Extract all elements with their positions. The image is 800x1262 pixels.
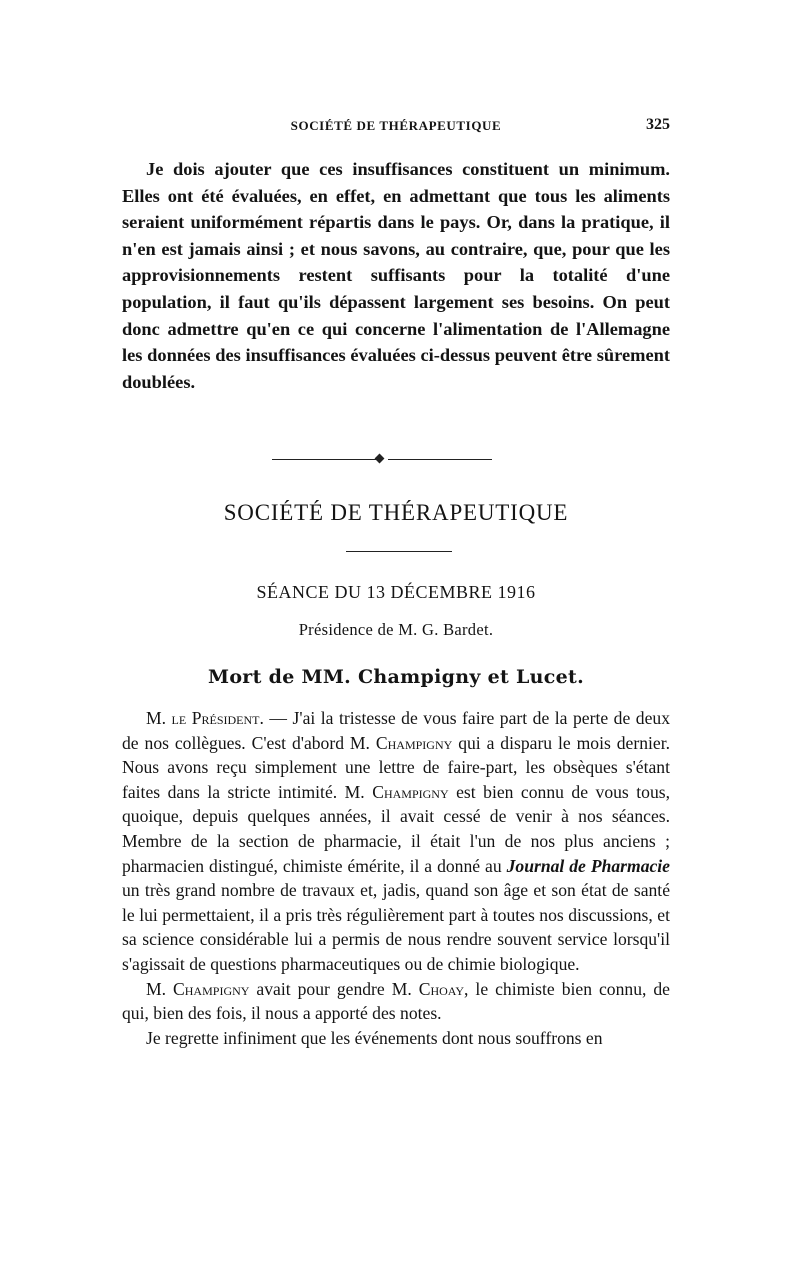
article-heading: Mort de MM. Champigny et Lucet. [208,666,584,688]
person-name: Champigny [372,781,449,802]
body-text: un très grand nombre de travaux et, jadis, quand son âge et son état de santé le lui permettaient, il a pris très régulièrement part à toutes nos discussions, et sa science considérable lui a permis de nous rendre souvent service lorsqu'il s'agissait de questions pharmaceutiques ou de chimie biologique. [122,880,670,974]
body-paragraph-1 [122,706,670,977]
body-text: — J'ai la tristesse de vous faire part de la perte de deux de nos collègues. C'est d'abord M. [122,708,670,753]
intro-paragraph-block [122,156,670,395]
person-name: Champigny [375,732,453,753]
body-text: est bien connu de vous tous, quoique, depuis quelques années, il avait cessé de venir à nos séances. Membre de la section de pharmacie, il était l'un de nos plus anciens ; pharmacien distingué, chimiste émérite, il a donné au [122,781,670,876]
seance-date: SÉANCE DU 13 DÉCEMBRE 1916 [256,582,536,602]
journal-title: Journal de Pharmacie [506,855,670,876]
title-rule [346,551,452,552]
body-text: , le chimiste bien connu, de qui, bien des fois, il nous a apporté des notes. [122,978,670,1024]
body-paragraph-2 [122,977,670,1026]
body-text-block [122,706,670,1050]
person-name: Champigny [173,978,250,999]
body-paragraph-3: Je regrette infiniment que les événements dont nous souffrons en [146,1027,603,1048]
body-text: M. [146,978,174,999]
body-text: avait pour gendre M. [249,978,419,999]
running-header [122,118,670,140]
page-number: 325 [646,116,670,133]
body-text: qui a disparu le mois dernier. Nous avons reçu simplement une lettre de faire-part, les obsèques s'étant faites dans la stricte intimité. M. [122,732,670,802]
ornament-rule-left [272,459,378,460]
running-title: SOCIÉTÉ DE THÉRAPEUTIQUE [290,118,502,133]
ornament-diamond [375,454,385,464]
speaker-label: M. le Président. [146,708,264,728]
person-name: Choay [418,978,465,999]
ornament-rule-right [388,459,492,460]
intro-paragraph: Je dois ajouter que ces insuffisances constituent un minimum. Elles ont été évaluées, en effet, en admettant que tous les aliments seraient uniformément répartis dans le pays. Or, dans la pratique, il n'en est jamais ainsi ; et nous savons, au contraire, que, pour que les approvisionnements restent suffisants pour la totalité d'une population, il faut qu'ils dépassent largement ses besoins. On peut donc admettre qu'en ce qui concerne l'alimentation de l'Allemagne les données des insuffisances évaluées ci-dessus peuvent être sûrement doublées. [122,159,670,392]
section-title: SOCIÉTÉ DE THÉRAPEUTIQUE [223,500,569,525]
presidence-line: Présidence de M. G. Bardet. [298,620,494,639]
